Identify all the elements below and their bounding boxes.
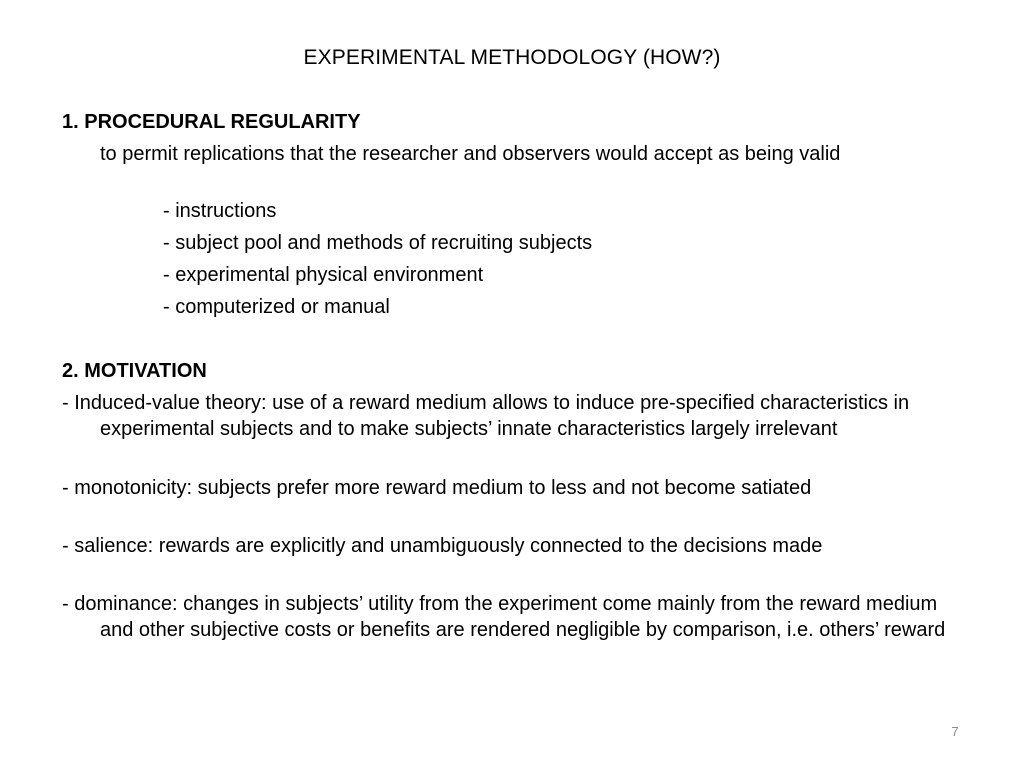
motivation-point-salience: - salience: rewards are explicitly and unambiguously connected to the decisions made <box>62 535 823 557</box>
motivation-point-monotonicity: - monotonicity: subjects prefer more reward medium to less and not become satiated <box>62 477 812 499</box>
list-item: - experimental physical environment <box>163 264 484 286</box>
motivation-point-induced-value: - Induced-value theory: use of a reward medium allows to induce pre-specified characteristics in experimental subjects and to make subjects’ innate characteristics largely irrelevant <box>62 392 910 440</box>
section-heading-motivation: 2. MOTIVATION <box>62 360 207 382</box>
page-number: 7 <box>951 724 959 739</box>
list-item: - computerized or manual <box>163 296 390 318</box>
list-item: - instructions <box>163 200 277 222</box>
section1-intro: to permit replications that the researcher and observers would accept as being valid <box>100 143 841 165</box>
motivation-point-dominance: - dominance: changes in subjects’ utility from the experiment come mainly from the reward medium and other subjective costs or benefits are rendered negligible by comparison, i.e. others’ reward <box>62 593 946 641</box>
section-heading-procedural-regularity: 1. PROCEDURAL REGULARITY <box>62 111 361 133</box>
slide-title: EXPERIMENTAL METHODOLOGY (HOW?) <box>303 46 721 69</box>
list-item: - subject pool and methods of recruiting subjects <box>163 232 593 254</box>
